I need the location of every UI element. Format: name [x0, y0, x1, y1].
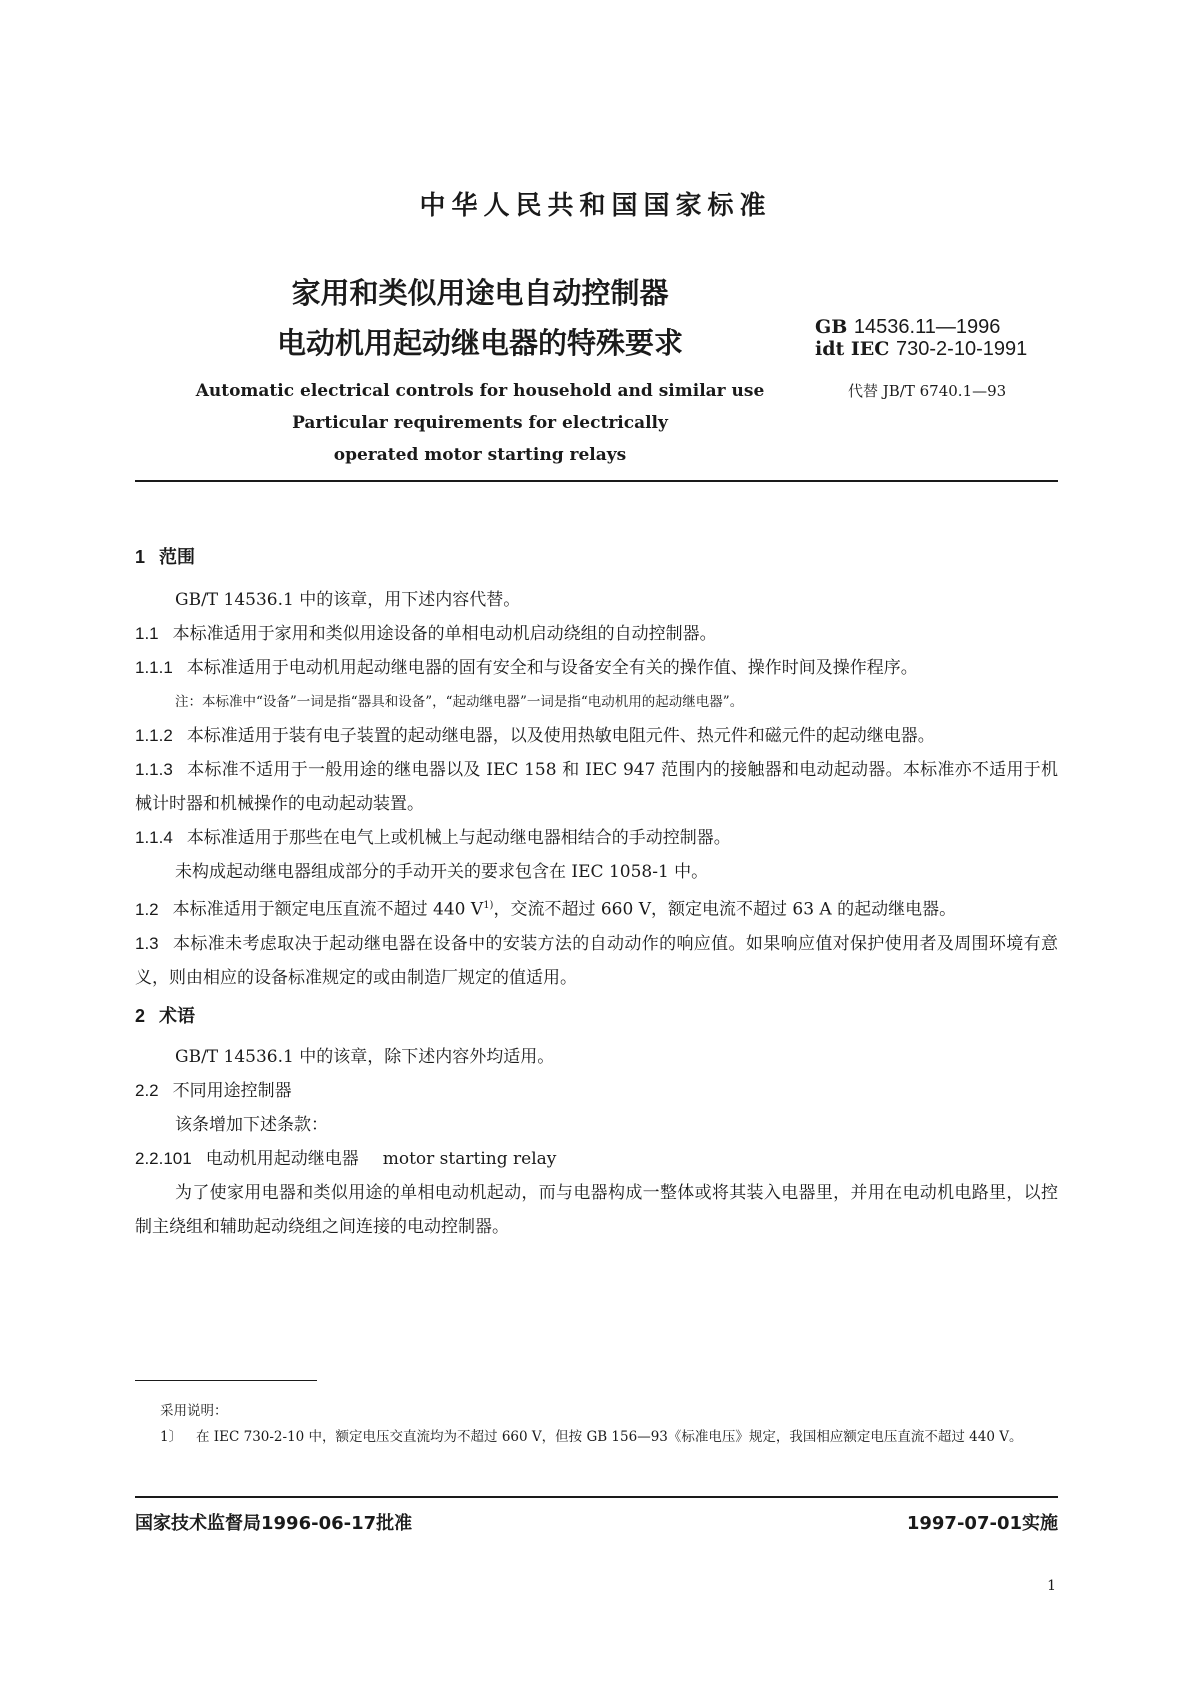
clause-1-1-1	[135, 651, 1058, 685]
standard-code	[815, 316, 1045, 360]
header-divider	[135, 480, 1058, 482]
section2-number: 2	[135, 1005, 146, 1026]
document-title-cn	[200, 268, 760, 368]
section1-heading	[135, 540, 1058, 575]
clause-label: 1.1.4	[135, 828, 173, 847]
clause-label: 1.1.3	[135, 760, 173, 779]
national-standard-heading: 中华人民共和国国家标准	[419, 191, 772, 221]
clause-1-3	[135, 927, 1058, 995]
term-cn: 电动机用起动继电器	[205, 1148, 359, 1169]
clause-2-2-101	[135, 1142, 1058, 1176]
section1-title: 范围	[159, 547, 196, 568]
title-cn-line1: 家用和类似用途电自动控制器	[291, 276, 669, 310]
clause-label: 1.1.2	[135, 726, 173, 745]
clause-text: 本标准适用于家用和类似用途设备的单相电动机启动绕组的自动控制器。	[172, 624, 717, 644]
section-scope	[135, 540, 1058, 1244]
clause-label: 1.2	[135, 899, 159, 919]
clause-text: 本标准未考虑取决于起动继电器在设备中的安装方法的自动动作的响应值。如果响应值对保护使用者及周围环境有意义，则由相应的设备标准规定的或由制造厂规定的值适用。	[135, 933, 1058, 988]
clause-1-1-2	[135, 719, 1058, 753]
idt-prefix: idt IEC	[815, 338, 890, 360]
clause-text-cont: ，交流不超过 660 V，额定电流不超过 63 A 的起动继电器。	[493, 899, 957, 920]
section2-title: 术语	[159, 1005, 196, 1027]
footnote-text: 在 IEC 730-2-10 中，额定电压交直流均为不超过 660 V，但按 GB 156—93《标准电压》规定，我国相应额定电压直流不超过 440 V。	[196, 1429, 1023, 1445]
clause-text: 本标准适用于装有电子装置的起动继电器，以及使用热敏电阻元件、热元件和磁元件的起动继电器。	[186, 726, 935, 746]
clause-text: 本标准适用于那些在电气上或机械上与起动继电器相结合的手动控制器。	[186, 828, 731, 848]
clause-text: 本标准适用于电动机用起动继电器的固有安全和与设备安全有关的操作值、操作时间及操作程序。	[186, 658, 918, 678]
effective-date: 1997-07-01实施	[906, 1513, 1058, 1534]
gb-prefix: GB	[815, 316, 848, 338]
gb-code	[815, 316, 1045, 338]
scope-note: 注：本标准中“设备”一词是指“器具和设备”，“起动继电器”一词是指“电动机用的起动继电器”。	[175, 694, 744, 710]
page-number: 1	[1047, 1578, 1056, 1594]
document-title-en	[180, 375, 780, 471]
title-en-line1: Automatic electrical controls for household and similar use	[195, 381, 765, 401]
replaces-note: 代替 JB/T 6740.1—93	[848, 382, 1007, 400]
footnote-divider	[135, 1380, 317, 1381]
clause-text: 不同用途控制器	[172, 1080, 292, 1101]
section1-number: 1	[135, 547, 146, 567]
clause-label: 1.3	[135, 933, 159, 953]
clause-label: 1.1.1	[135, 658, 173, 677]
footnote-ref[interactable]: 1)	[483, 900, 494, 911]
footnote-block	[160, 1398, 1058, 1450]
clause-1-1-4	[135, 821, 1058, 855]
clause-text: 本标准适用于额定电压直流不超过 440 V	[172, 899, 484, 920]
section1-intro: GB/T 14536.1 中的该章，用下述内容代替。	[175, 590, 521, 610]
clause-label: 1.1	[135, 624, 159, 643]
clause-label: 2.2	[135, 1080, 159, 1100]
footnote-title: 采用说明：	[160, 1403, 228, 1419]
clause-text: 本标准不适用于一般用途的继电器以及 IEC 158 和 IEC 947 范围内的接触器和电动起动器。本标准亦不适用于机械计时器和机械操作的电动起动装置。	[135, 760, 1058, 814]
title-cn-line2: 电动机用起动继电器的特殊要求	[276, 326, 683, 360]
clause-1-1	[135, 617, 1058, 651]
footnote-marker: 1〕	[160, 1429, 183, 1445]
clause-2-2-sub: 该条增加下述条款：	[175, 1114, 328, 1135]
clause-label: 2.2.101	[135, 1148, 192, 1168]
footer-divider	[135, 1496, 1058, 1498]
term-en: motor starting relay	[382, 1148, 557, 1169]
section2-heading	[135, 999, 1058, 1034]
clause-1-1-4-continued: 未构成起动继电器组成部分的手动开关的要求包含在 IEC 1058-1 中。	[175, 862, 709, 882]
title-en-line3: operated motor starting relays	[333, 445, 627, 465]
clause-2-2-101-definition: 为了使家用电器和类似用途的单相电动机起动，而与电器构成一整体或将其装入电器里，并用在电动机电路里，以控制主绕组和辅助起动绕组之间连接的电动控制器。	[135, 1182, 1058, 1237]
section2-intro: GB/T 14536.1 中的该章，除下述内容外均适用。	[175, 1046, 555, 1067]
title-en-line2: Particular requirements for electrically	[292, 413, 668, 433]
clause-1-2	[135, 889, 1058, 927]
clause-1-1-3	[135, 753, 1058, 821]
approval-date: 国家技术监督局1996-06-17批准	[135, 1513, 413, 1534]
idt-number: 730-2-10-1991	[896, 338, 1028, 360]
footnote-item	[160, 1424, 1058, 1450]
clause-2-2	[135, 1074, 1058, 1108]
idt-code	[815, 338, 1045, 360]
gb-number: 14536.11—1996	[853, 316, 1001, 338]
